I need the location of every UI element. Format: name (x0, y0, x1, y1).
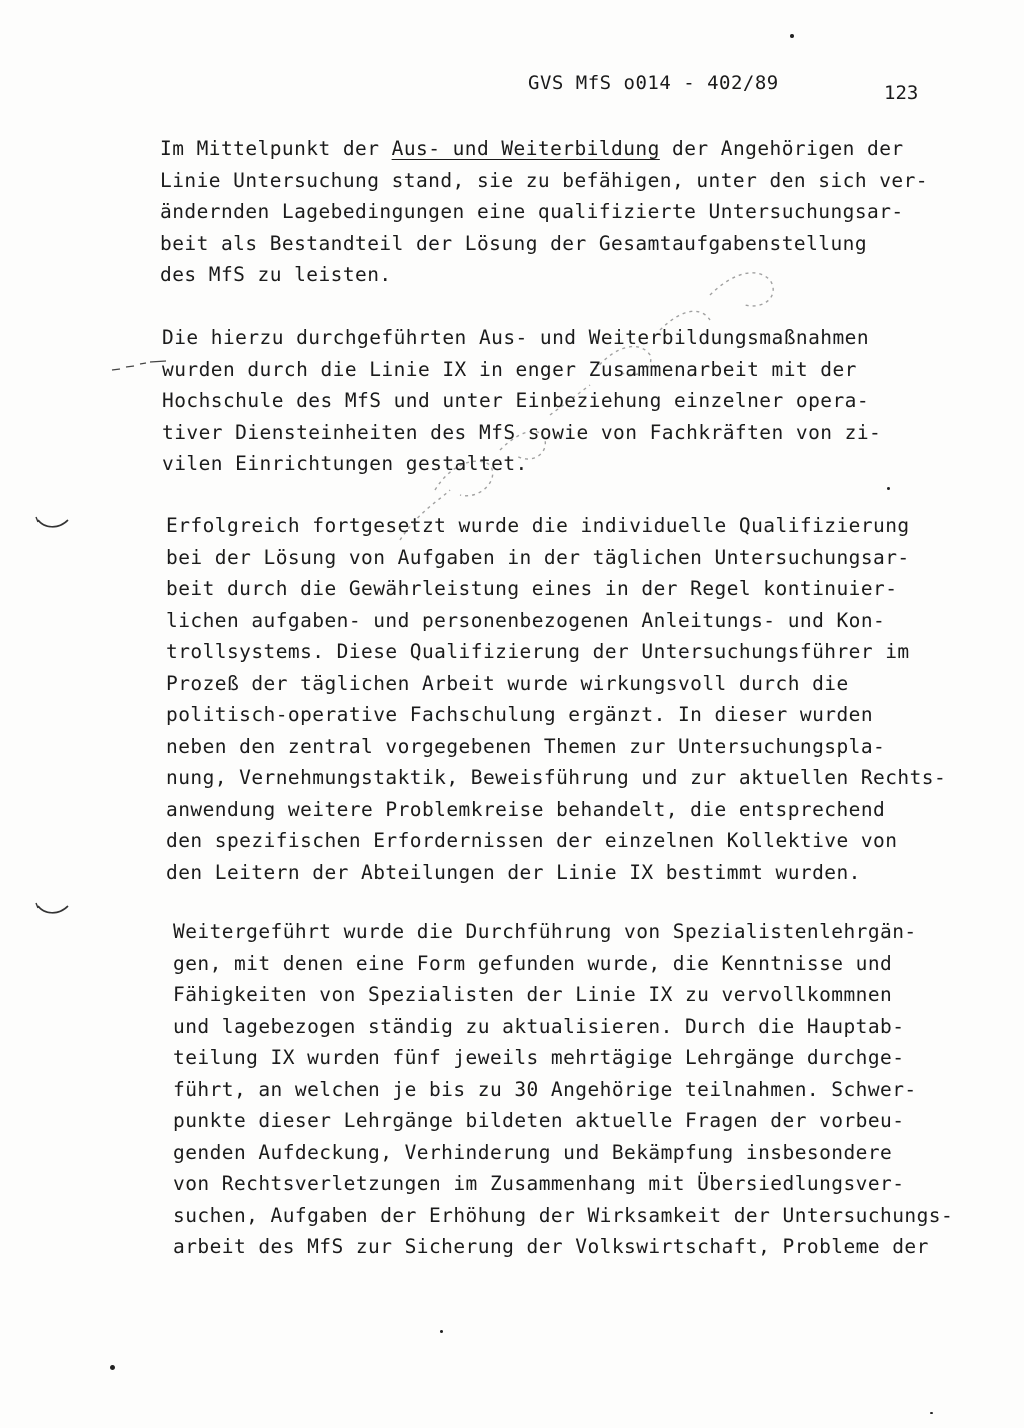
text-line: und lagebezogen ständig zu aktualisieren. Durch die Hauptab- (173, 1014, 905, 1038)
text-line: des MfS zu leisten. (160, 263, 392, 286)
underlined-term: Aus- und Weiterbildung (391, 137, 660, 160)
text-line: politisch-operative Fachschulung ergänzt. In dieser wurden (166, 703, 874, 726)
scan-speck (440, 1330, 443, 1333)
text-line: Prozeß der täglichen Arbeit wurde wirkungsvoll durch die (166, 671, 849, 695)
text-line: ändernden Lagebedingungen eine qualifizierte Untersuchungsar- (160, 200, 904, 223)
text-line: Die hierzu durchgeführten Aus- und Weiterbildungsmaßnahmen (162, 326, 870, 349)
scan-speck (930, 1412, 933, 1414)
margin-check-mark (34, 900, 74, 920)
text-line: arbeit des MfS zur Sicherung der Volkswirtschaft, Probleme der (173, 1235, 929, 1258)
scan-speck (790, 34, 794, 38)
margin-dash-mark (110, 358, 170, 378)
text-line: teilung IX wurden fünf jeweils mehrtägige Lehrgänge durchge- (173, 1046, 905, 1069)
text-line: anwendung weitere Problemkreise behandelt, die entsprechend (166, 797, 886, 821)
text-line: den Leitern der Abteilungen der Linie IX bestimmt wurden. (166, 860, 861, 884)
text-line: den spezifischen Erfordernissen der einzelnen Kollektive von (166, 829, 898, 852)
text-line: nung, Vernehmungstaktik, Beweisführung und zur aktuellen Rechts- (166, 766, 947, 789)
margin-check-mark (34, 514, 74, 534)
text-line: beit durch die Gewährleistung eines in der Regel kontinuier- (166, 577, 898, 600)
paragraph-4 (173, 916, 953, 1263)
text-line (160, 133, 928, 165)
page-number: 123 (884, 82, 919, 104)
text-line: lichen aufgaben- und personenbezogenen Anleitungs- und Kon- (166, 608, 886, 632)
faint-copy-stamp (380, 250, 800, 550)
document-reference: GVS MfS o014 - 402/89 (528, 72, 779, 94)
scan-speck (887, 487, 890, 490)
text-line: gen, mit denen eine Form gefunden wurde, die Kenntnisse und (173, 951, 893, 975)
text-line: trollsystems. Diese Qualifizierung der Untersuchungsführer im (166, 640, 910, 663)
text-fragment: der Angehörigen der (659, 137, 904, 160)
text-line: Linie Untersuchung stand, sie zu befähigen, unter den sich ver- (160, 168, 928, 192)
text-line: tiver Diensteinheiten des MfS sowie von Fachkräften von zi- (162, 420, 882, 444)
text-line: punkte dieser Lehrgänge bildeten aktuelle Fragen der vorbeu- (173, 1109, 905, 1132)
text-line: Fähigkeiten von Spezialisten der Linie IX zu vervollkommnen (173, 983, 893, 1006)
text-line: neben den zentral vorgegebenen Themen zur Untersuchungspla- (166, 734, 886, 758)
text-line: vilen Einrichtungen gestaltet. (162, 452, 528, 475)
text-line: Hochschule des MfS und unter Einbeziehung einzelner opera- (162, 389, 870, 412)
text-line: von Rechtsverletzungen im Zusammenhang mit Übersiedlungsver- (173, 1172, 905, 1195)
text-line: Erfolgreich fortgesetzt wurde die individuelle Qualifizierung (166, 514, 910, 537)
text-line: Weitergeführt wurde die Durchführung von Spezialistenlehrgän- (173, 920, 917, 943)
text-line: bei der Lösung von Aufgaben in der täglichen Untersuchungsar- (166, 545, 910, 569)
text-line: beit als Bestandteil der Lösung der Gesamtaufgabenstellung (160, 231, 868, 255)
text-line: führt, an welchen je bis zu 30 Angehörige teilnahmen. Schwer- (173, 1077, 917, 1101)
text-line: wurden durch die Linie IX in enger Zusammenarbeit mit der (162, 357, 857, 381)
paragraph-3 (166, 510, 946, 888)
scan-speck (110, 1365, 115, 1370)
text-fragment: Im Mittelpunkt der (160, 137, 392, 160)
text-line: genden Aufdeckung, Verhinderung und Bekämpfung insbesondere (173, 1140, 893, 1164)
text-line: suchen, Aufgaben der Erhöhung der Wirksamkeit der Untersuchungs- (173, 1203, 954, 1227)
